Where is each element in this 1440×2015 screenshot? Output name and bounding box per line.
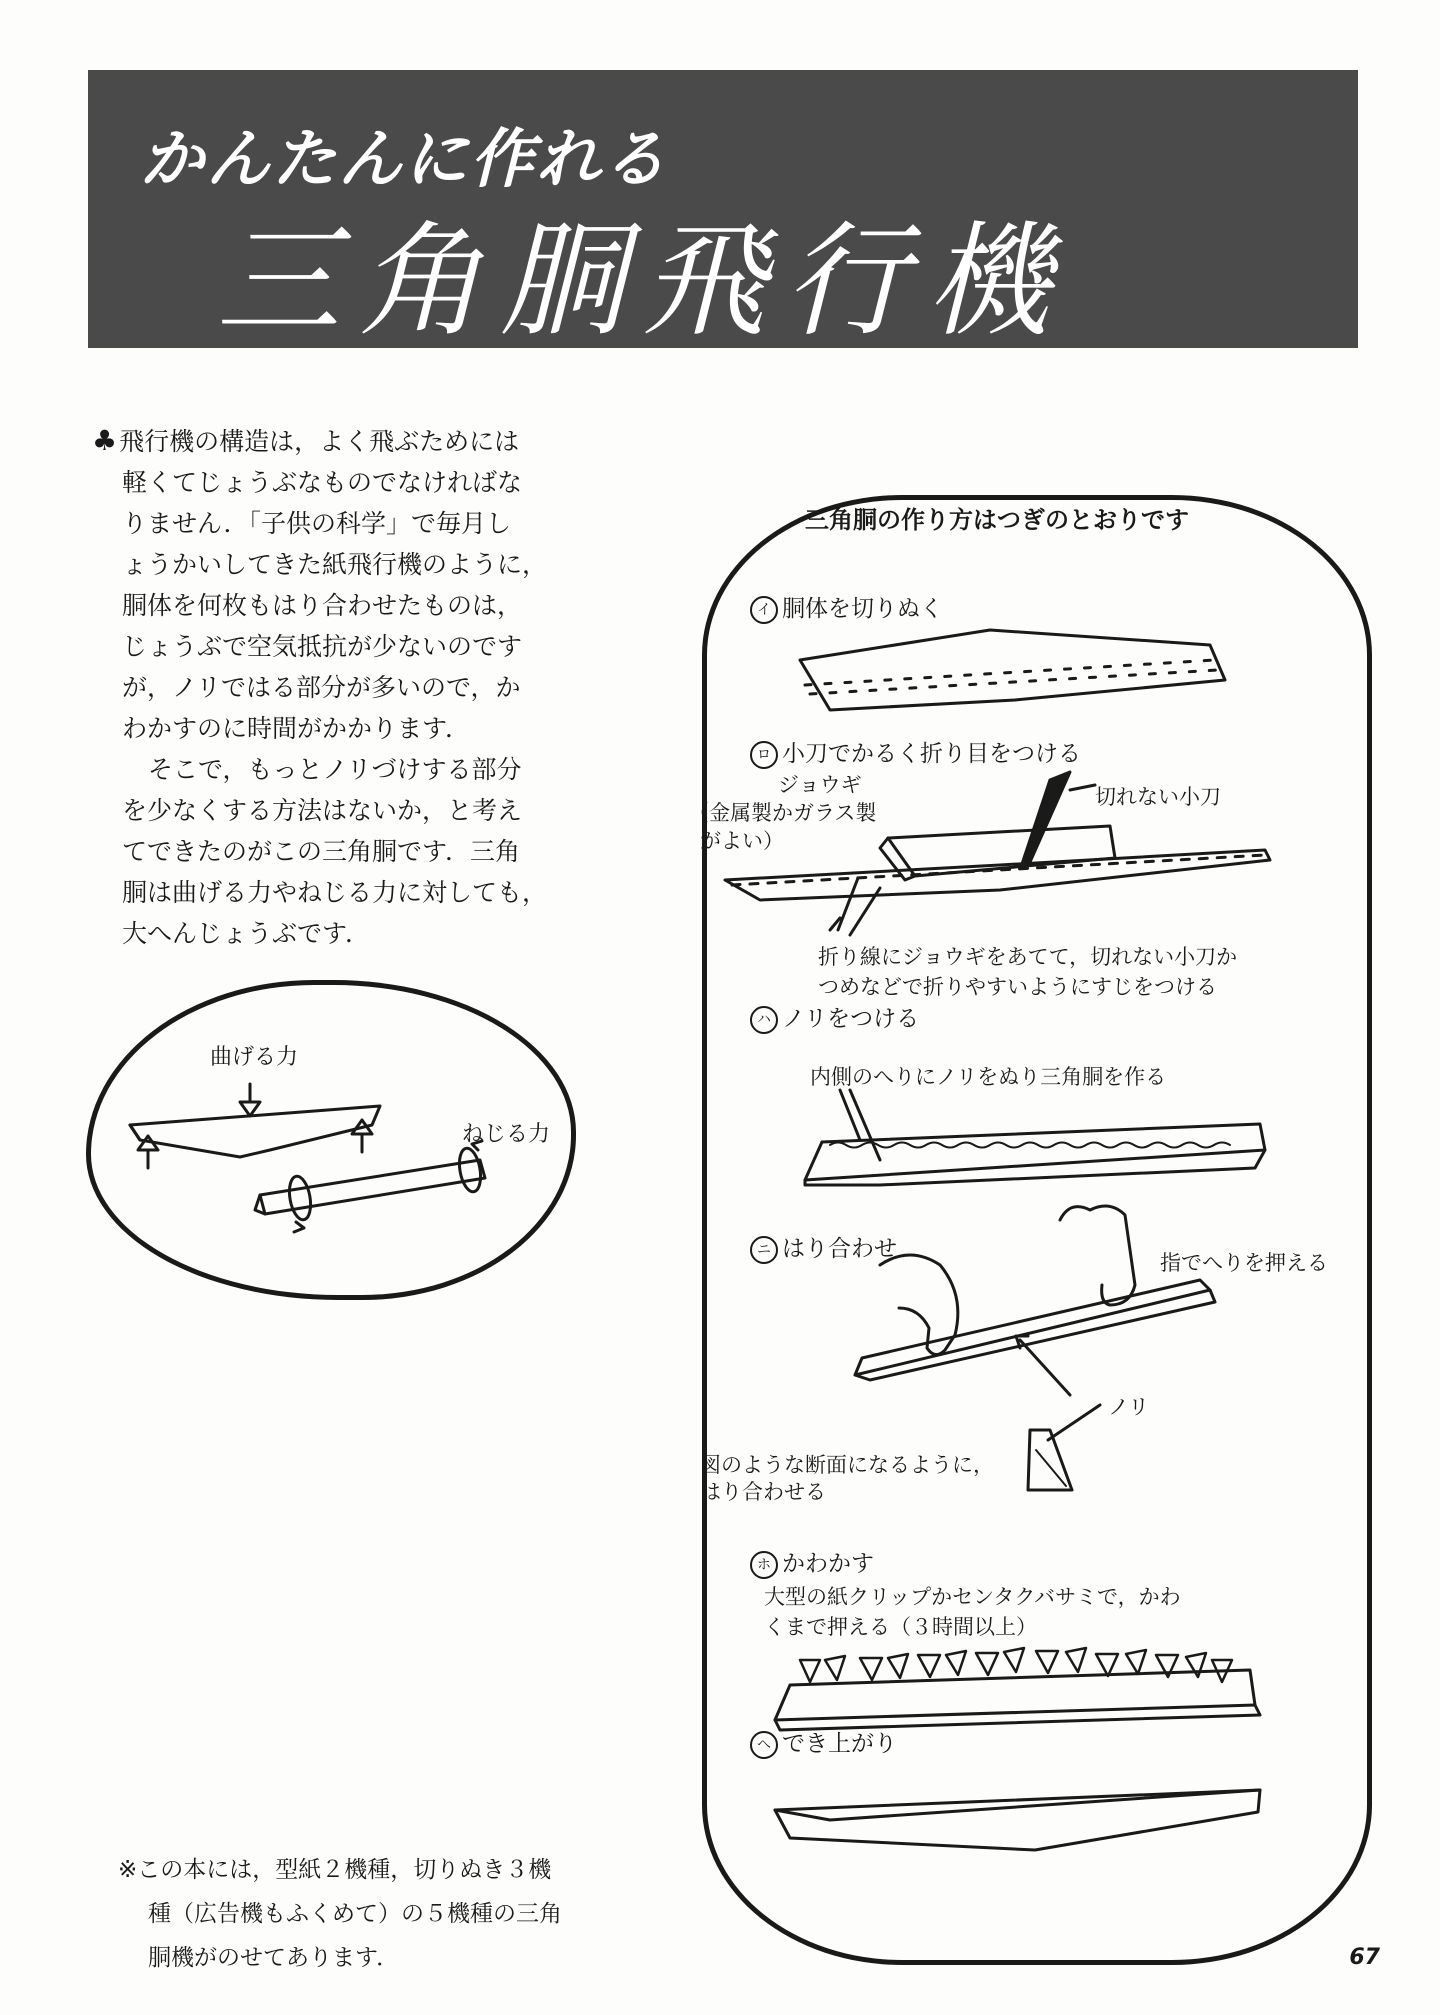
intro-line: じょうぶで空気抵抗が少ないのです [122, 632, 523, 661]
step-label: でき上がり [782, 1731, 897, 1757]
title-subtitle: かんたんに作れる [140, 123, 668, 197]
title-main: 三角胴飛行機 [216, 210, 1069, 354]
step-2-note-2: つめなどで折りやすいようにすじをつける [818, 975, 1217, 999]
footnote [118, 1848, 618, 1980]
glue-label: ノリ [1108, 1395, 1150, 1419]
intro-line: 大へんじょうぶです． [122, 919, 371, 948]
intro-line: りません．「子供の科学」で毎月し [122, 509, 512, 538]
intro-line: 胴は曲げる力やねじる力に対しても， [122, 878, 548, 907]
intro-line: 軽くてじょうぶなものでなければな [122, 468, 523, 497]
finger-label: 指でへりを押える [1160, 1251, 1328, 1275]
step-mark: ロ [750, 741, 778, 769]
step-mark: イ [750, 596, 778, 624]
clip-dry-illustration [775, 1648, 1260, 1730]
step-label: はり合わせ [782, 1236, 897, 1262]
step-mark: ニ [750, 1236, 778, 1264]
step-mark: ホ [750, 1551, 778, 1579]
twist-force-label: ねじる力 [462, 1122, 551, 1147]
intro-line: を少なくする方法はないか，と考え [122, 796, 523, 825]
step-label: かわかす [782, 1551, 874, 1577]
twisting-beam-illustration [255, 1141, 485, 1232]
step-label: 小刀でかるく折り目をつける [782, 741, 1081, 767]
club-icon: ♣ [92, 424, 118, 457]
intro-line: が，ノリではる部分が多いので，か [122, 673, 521, 702]
intro-line: 胴体を何枚もはり合わせたものは， [122, 591, 523, 620]
intro-line: てできたのがこの三角胴です．三角 [122, 837, 521, 866]
bending-strip-illustration [130, 1084, 380, 1168]
footnote-line: ※この本には，型紙２機種，切りぬき３機 [118, 1857, 552, 1883]
score-fold-illustration [725, 772, 1270, 935]
step-label: ノリをつける [782, 1006, 920, 1032]
step-3-note: 内側のへりにノリをぬり三角胴を作る [810, 1065, 1167, 1089]
section-note-2: はり合わせる [700, 1480, 826, 1504]
cut-fuselage-illustration [800, 630, 1225, 710]
procedure-heading: 三角胴の作り方はつぎのとおりです [805, 506, 1189, 534]
step-5-note-2: くまで押える（３時間以上） [764, 1615, 1037, 1639]
knife-label: 切れない小刀 [1095, 785, 1221, 809]
footnote-line: 胴機がのせてあります． [148, 1945, 400, 1971]
section-note-1: 図のような断面になるように， [700, 1453, 994, 1477]
step-label: 胴体を切りぬく [782, 596, 943, 622]
intro-line: わかすのに時間がかかります． [122, 714, 471, 743]
step-mark: へ [750, 1731, 778, 1759]
press-together-illustration [855, 1206, 1215, 1490]
bend-force-label: 曲げる力 [210, 1045, 299, 1070]
page-number: 67 [1349, 1945, 1380, 1970]
ruler-label-3: がよい） [700, 829, 784, 853]
ruler-label-2: （金属製かガラス製 [688, 801, 877, 825]
apply-glue-illustration [805, 1090, 1265, 1185]
step-mark: ハ [750, 1006, 778, 1034]
intro-line: 飛行機の構造は，よく飛ぶためには [119, 427, 520, 456]
step-2-note-1: 折り線にジョウギをあてて，切れない小刀か [818, 945, 1238, 969]
intro-line: そこで，もっとノリづけする部分 [148, 755, 522, 784]
ruler-label-1: ジョウギ [778, 773, 862, 797]
intro-line: ょうかいしてきた紙飛行機のように， [122, 550, 548, 579]
footnote-line: 種（広告機もふくめて）の５機種の三角 [148, 1901, 562, 1927]
finished-fuselage-illustration [775, 1790, 1260, 1850]
step-5-note-1: 大型の紙クリップかセンタクバサミで，かわ [764, 1585, 1181, 1609]
